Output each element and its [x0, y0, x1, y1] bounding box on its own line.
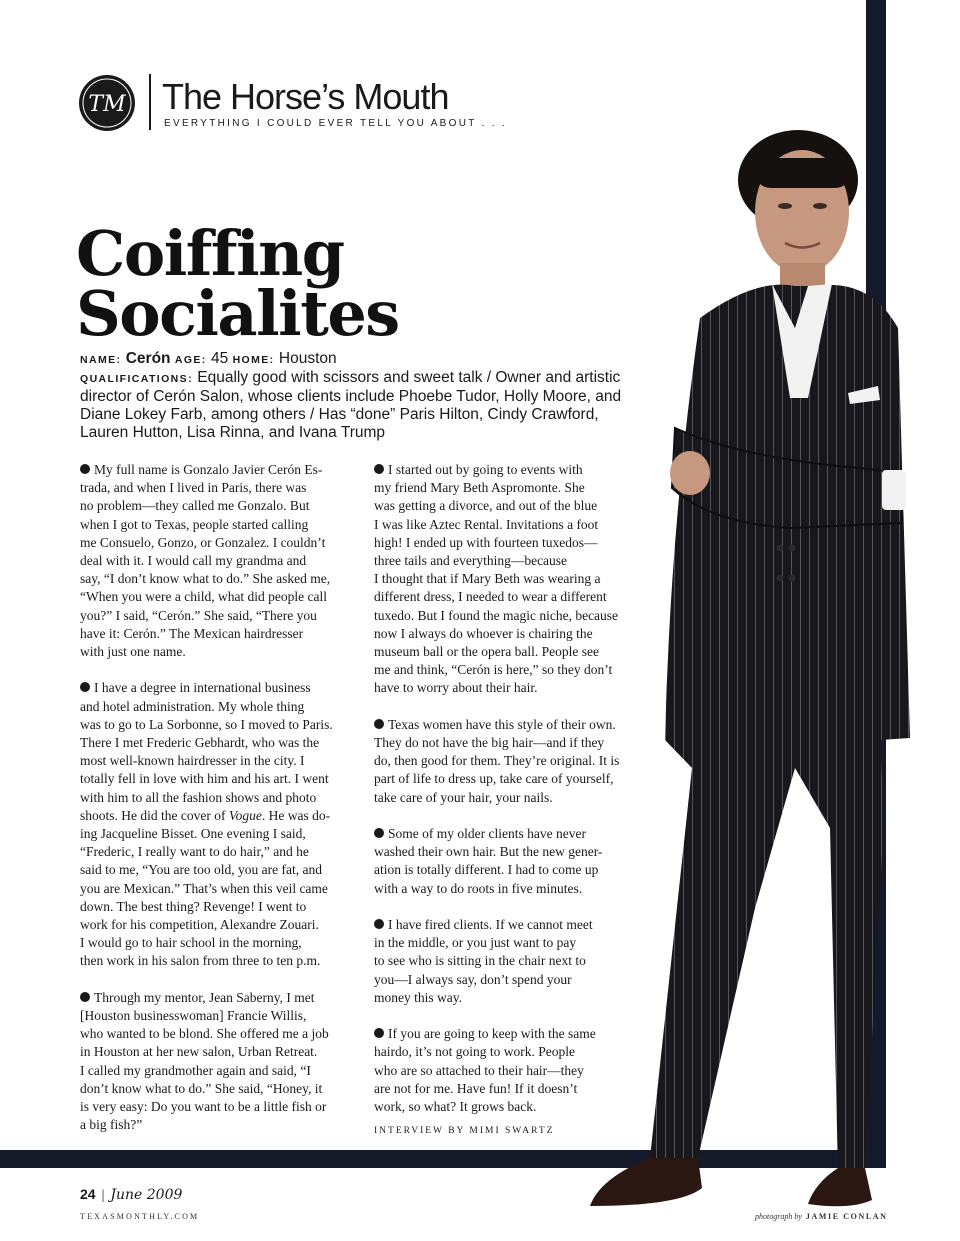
paragraph-text: My full name is Gonzalo Javier Cerón Es- trada, and when I lived in Paris, there was no problem—they called me Gonzalo. But when I got to Texas, people started calling me Consuelo, Gonzo, or Gonzalez. I couldn’t deal with it. I would call my grandma and say, “I don’t know what to do.” She asked me, “When you were a child, what did people call you?” I said, “Cerón.” She said, “There you have it: Cerón.” The Mexican hairdresser with just one name.	[80, 462, 331, 660]
bullet-icon	[80, 464, 90, 474]
name-value: Cerón	[125, 350, 171, 367]
folio	[80, 1186, 182, 1204]
paragraph-text: I have fired clients. If we cannot meet in the middle, or you just want to pay to see who is sitting in the chair next to you—I always say, don’t spend your money this way.	[374, 917, 593, 1005]
left-shoe	[590, 1158, 702, 1206]
paragraph	[80, 461, 358, 661]
department-divider	[149, 74, 151, 130]
vogue-title: Vogue	[228, 807, 262, 823]
age-value: 45	[211, 350, 229, 367]
bullet-icon	[374, 719, 384, 729]
paragraph-text: Through my mentor, Jean Saberny, I met [Houston businesswoman] Francie Willis, who wanted to be blond. She offered me a job in Houston at her new salon, Urban Retreat. I called my grandmother again and said, “I don’t know what to do.” She said, “Honey, it is very easy: Do you want to be a little fish or a big fish?”	[80, 989, 329, 1133]
folio-separator: |	[101, 1188, 105, 1203]
photo-credit-label: photograph by	[755, 1212, 802, 1221]
portrait-photo	[580, 128, 920, 1218]
bullet-icon	[374, 1028, 384, 1038]
paragraph-text: I have a degree in international business and hotel administration. My whole thing was to go to La Sorbonne, so I moved to Paris. There I met Frederic Gebhardt, who was the most well-known hairdresser in the city. I totally fell in love with him and his art. I went with him to all the fashion shows and photo shoots. He did the cover of	[80, 680, 333, 823]
photo-credit	[755, 1212, 888, 1221]
headline	[76, 217, 399, 350]
website: TEXASMONTHLY.COM	[80, 1212, 200, 1221]
paragraph-text: Some of my older clients have never washed their own hair. But the new gener- ation is totally different. I had to come up with a way to do roots in five minutes.	[374, 826, 603, 896]
qualifications-label: QUALIFICATIONS:	[80, 373, 193, 385]
paragraph-text: . He was do- ing Jacqueline Bisset. One evening I said, “Frederic, I really want to do hair,” and he said to me, “You are too old, you are fat, and you are Mexican.” That’s when this veil came down. The best thing? Revenge! I went to work for his competition, Alexandre Zouari. I would go to hair school in the morning, then work in his salon from three to ten p.m.	[80, 807, 331, 969]
home-label: HOME:	[232, 354, 275, 366]
page-number: 24	[80, 1186, 96, 1202]
headline-line-2: Socialites	[76, 277, 399, 350]
facts-line-2	[80, 369, 640, 442]
bullet-icon	[80, 682, 90, 692]
paragraph-text: If you are going to keep with the same hairdo, it’s not going to work. People who are so attached to their hair—they are not for me. Have fun! If it doesn’t work, so what? It grows back.	[374, 1026, 596, 1115]
paragraph-text: I started out by going to events with my friend Mary Beth Aspromonte. She was getting a divorce, and out of the blue I was like Aztec Rental. Invitations a foot high! I ended up with fourteen tuxedos— three tails and everything—because I thought that if Mary Beth was wearing a different dress, I needed to wear a different tuxedo. But I found the magic niche, because now I always do whoever is chairing the museum ball or the opera ball. People see me and think, “Cerón is here,” so they don’t have to worry about their hair.	[374, 462, 619, 696]
department-title: The Horse’s Mouth	[162, 76, 449, 117]
facts-block	[80, 350, 640, 442]
pinstripe-suit	[650, 285, 910, 1173]
bullet-icon	[374, 919, 384, 929]
bullet-icon	[374, 464, 384, 474]
facts-line-1	[80, 350, 640, 369]
qualifications-value: Equally good with scissors and sweet talk / Owner and artistic director of Cerón Salon, whose clients include Phoebe Tudor, Holly Moore, and Diane Lokey Farb, among others / Has “done” Paris Hilton, Cindy Crawford, Lauren Hutton, Lisa Rinna, and Ivana Trump	[80, 369, 622, 441]
headline-line-1: Coiffing	[76, 217, 344, 290]
name-label: NAME:	[80, 354, 122, 366]
photographer-name: JAMIE CONLAN	[805, 1212, 888, 1221]
age-label: AGE:	[174, 354, 207, 366]
bullet-icon	[374, 828, 384, 838]
tm-logo-icon	[78, 74, 136, 132]
logo-text: TM	[88, 92, 126, 117]
home-value: Houston	[278, 350, 337, 367]
issue-date: June 2009	[110, 1187, 183, 1203]
bullet-icon	[80, 992, 90, 1002]
interview-credit: INTERVIEW BY MIMI SWARTZ	[374, 1126, 555, 1137]
body-column-1	[80, 461, 358, 1153]
right-shoe	[808, 1168, 872, 1206]
paragraph-text: Texas women have this style of their own. They do not have the big hair—and if they do, then good for them. They’re original. It is part of life to dress up, take care of yourself, take care of your hair, your nails.	[374, 716, 620, 805]
paragraph	[80, 989, 358, 1135]
department-subtitle: EVERYTHING I COULD EVER TELL YOU ABOUT . . .	[164, 118, 507, 129]
paragraph	[80, 679, 358, 970]
